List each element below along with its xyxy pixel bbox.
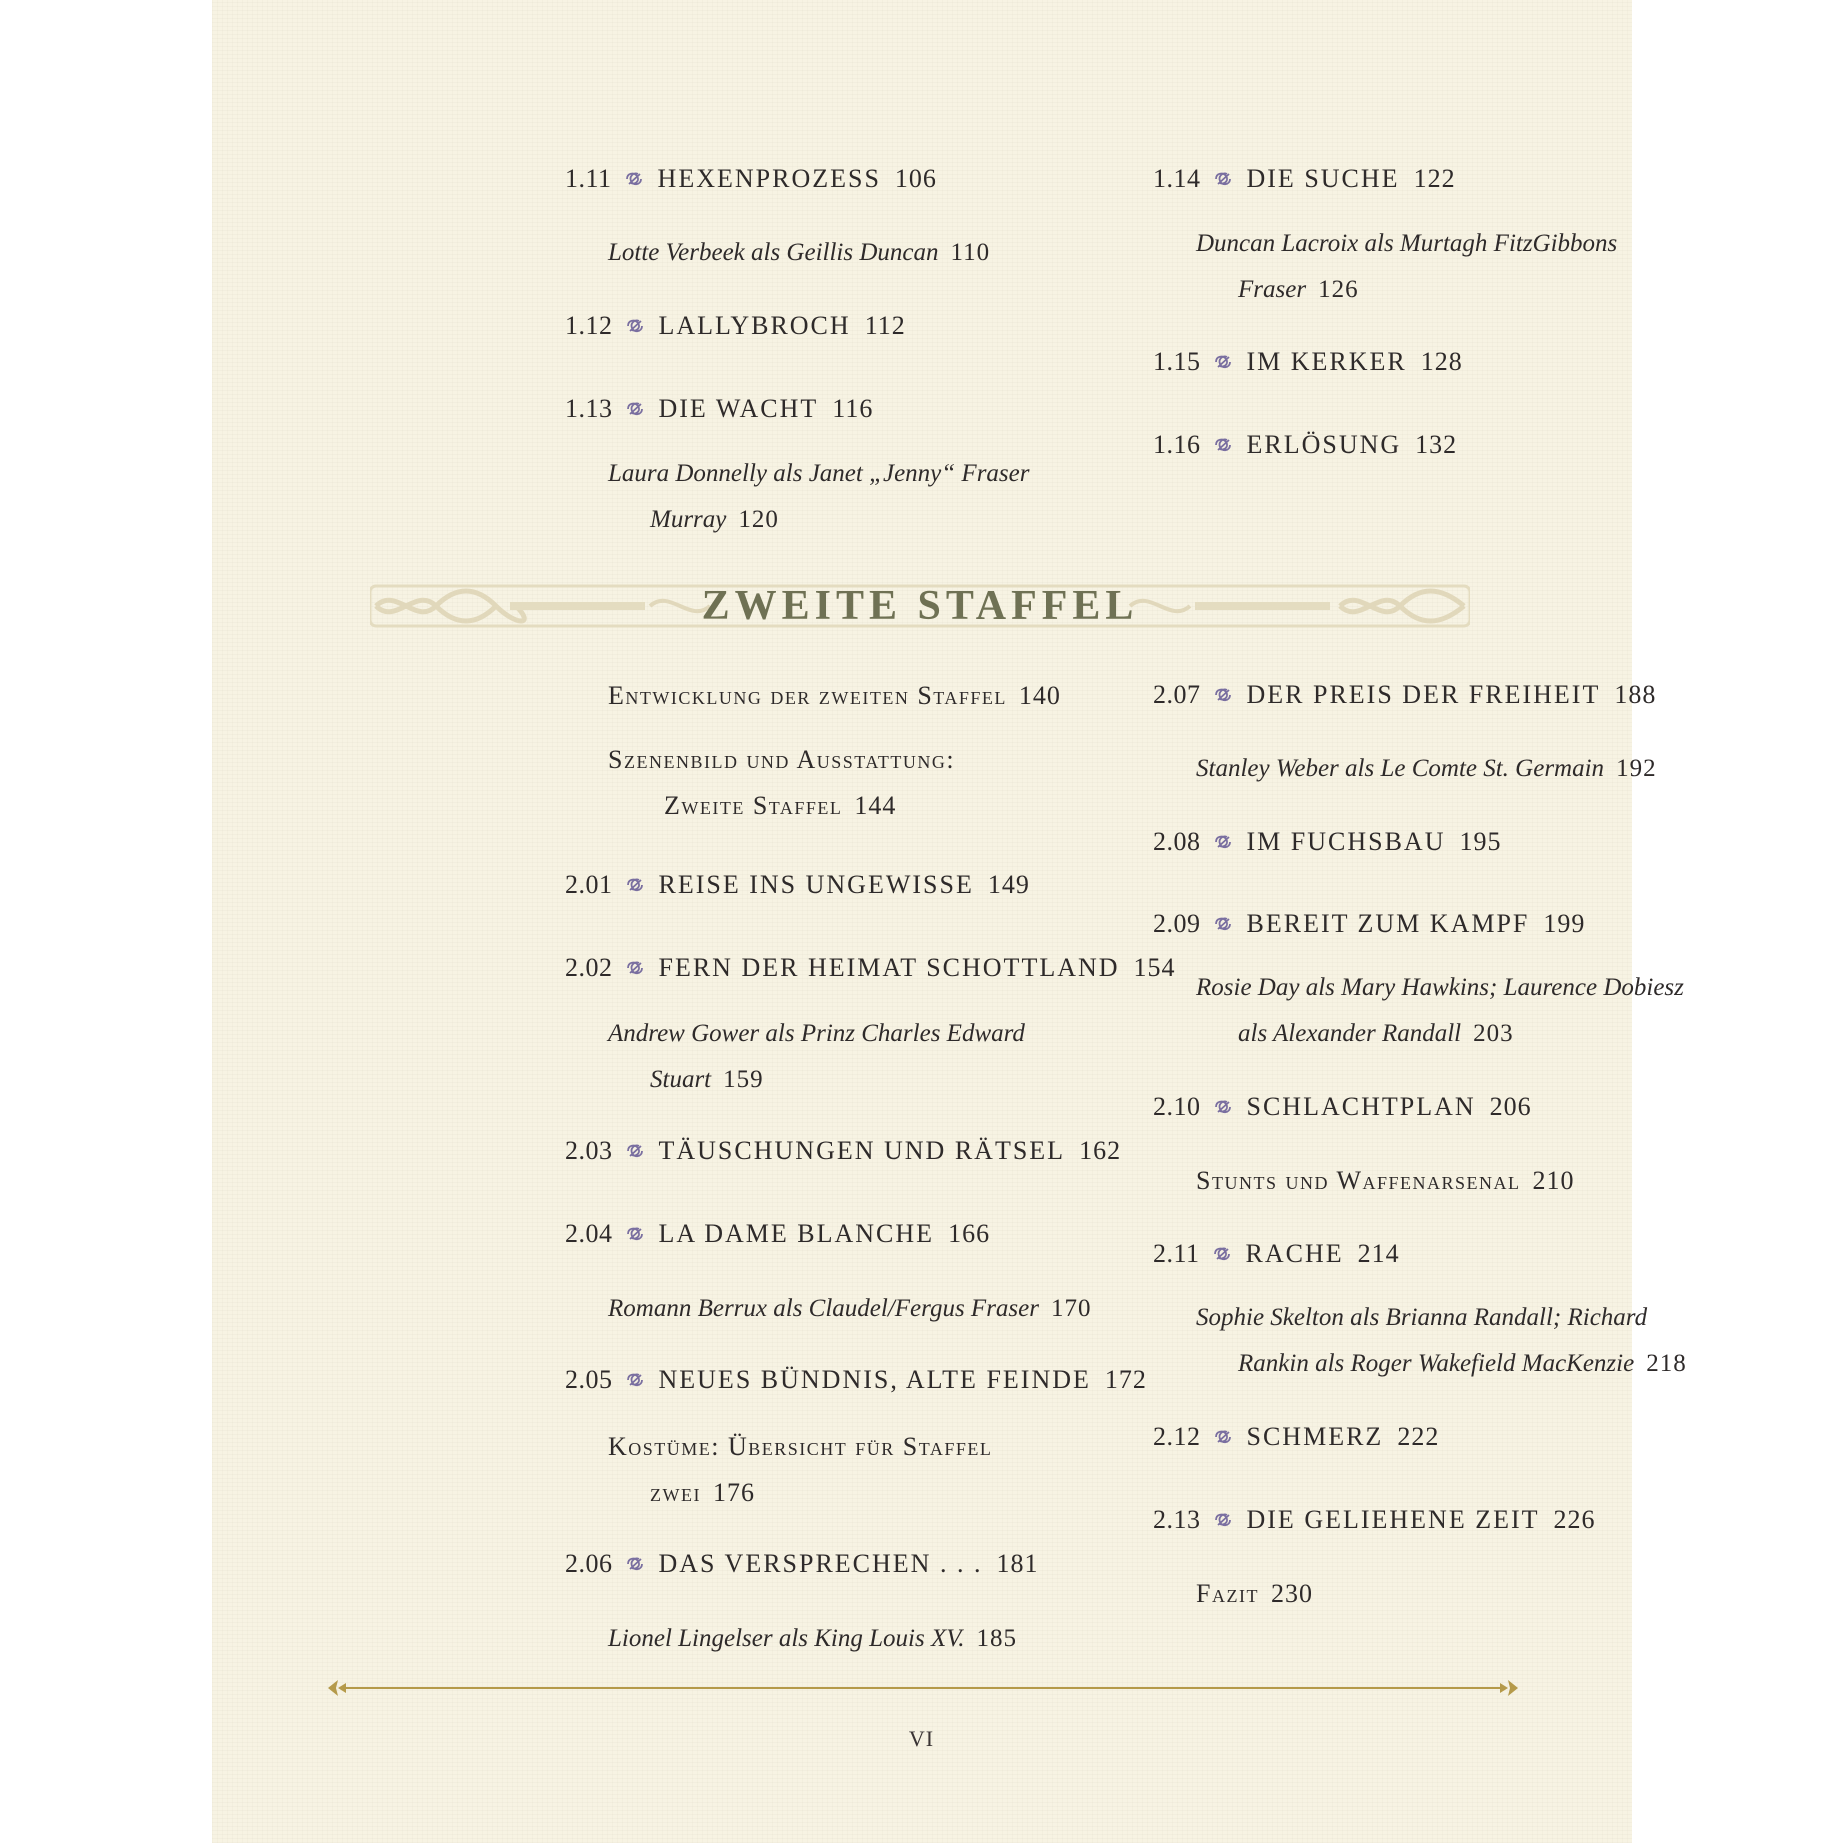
page-ref: 210 [1532,1166,1575,1195]
episode-title: FERN DER HEIMAT SCHOTTLAND [658,953,1120,982]
episode-title: DIE SUCHE [1246,164,1400,193]
celtic-knot-icon [625,400,645,418]
page-ref: 116 [832,394,874,423]
toc-cast-st-germain[interactable] [1196,746,1657,792]
page-ref: 181 [996,1549,1039,1578]
page-ref: 162 [1079,1136,1122,1165]
celtic-knot-icon [625,1555,645,1573]
cast-line-1: Rosie Day als Mary Hawkins; Laurence Dobiesz [1196,974,1684,1001]
episode-number: 2.08 [1153,827,1201,856]
page-ref: 226 [1553,1505,1596,1534]
cast-line-2: Stuart [650,1066,712,1093]
cast-text: Lionel Lingelser als King Louis XV. [608,1625,965,1652]
episode-number: 1.13 [565,394,613,423]
book-page [212,0,1687,1843]
episode-title: DAS VERSPRECHEN . . . [658,1549,983,1578]
page-ref: 172 [1104,1365,1147,1394]
section-text: Entwicklung der zweiten Staffel [608,681,1007,710]
episode-number: 2.13 [1153,1505,1201,1534]
celtic-knot-icon [625,1225,645,1243]
cast-line-2: Fraser [1238,276,1307,303]
toc-episode-1-13[interactable] [565,394,873,424]
cast-line-2: Rankin als Roger Wakefield MacKenzie [1238,1350,1635,1377]
episode-number: 2.06 [565,1549,613,1578]
page-ref: 176 [712,1478,755,1507]
section-line-2: Zweite Staffel [664,791,843,820]
section-text: Fazit [1196,1579,1259,1608]
page-ref: 106 [894,164,937,193]
episode-title: HEXENPROZESS [657,164,881,193]
page-ref: 166 [948,1219,991,1248]
celtic-knot-icon [625,1371,645,1389]
toc-episode-1-14[interactable] [1153,164,1456,194]
section-line-2: zwei [650,1478,701,1507]
celtic-knot-icon [1213,1098,1233,1116]
episode-number: 2.02 [565,953,613,982]
episode-number: 2.03 [565,1136,613,1165]
toc-episode-1-15[interactable] [1153,347,1463,377]
episode-number: 2.01 [565,870,613,899]
celtic-knot-icon [625,1142,645,1160]
episode-title: IM KERKER [1246,347,1407,376]
episode-number: 2.05 [565,1365,613,1394]
toc-section-fazit[interactable] [1196,1571,1313,1617]
page-ref: 218 [1646,1350,1687,1377]
toc-episode-2-13[interactable] [1153,1505,1596,1535]
episode-title: DIE WACHT [658,394,819,423]
celtic-knot-icon [625,959,645,977]
toc-section-production-design[interactable] [608,737,955,829]
episode-title: IM FUCHSBAU [1246,827,1446,856]
page-ref: 154 [1133,953,1176,982]
page-ref: 132 [1415,430,1458,459]
cast-line-1: Duncan Lacroix als Murtagh FitzGibbons [1196,230,1618,257]
page-ref: 159 [723,1066,764,1093]
page-ref: 122 [1413,164,1456,193]
celtic-knot-icon [1212,1245,1232,1263]
toc-cast-louis[interactable] [608,1616,1017,1662]
page-ref: 206 [1489,1092,1532,1121]
toc-episode-2-10[interactable] [1153,1092,1532,1122]
toc-section-costumes[interactable] [608,1424,992,1516]
episode-title: ERLÖSUNG [1246,430,1402,459]
page-ref: 203 [1473,1020,1514,1047]
celtic-knot-icon [624,170,644,188]
page-ref: 195 [1459,827,1502,856]
toc-cast-geillis[interactable] [608,230,990,276]
toc-cast-jenny[interactable] [608,451,1029,543]
page-ref: 128 [1420,347,1463,376]
episode-number: 2.11 [1153,1239,1200,1268]
toc-episode-2-08[interactable] [1153,827,1502,857]
episode-title: NEUES BÜNDNIS, ALTE FEINDE [658,1365,1091,1394]
episode-title: DER PREIS DER FREIHEIT [1246,680,1601,709]
toc-episode-2-03[interactable] [565,1136,1121,1166]
cast-text: Romann Berrux als Claudel/Fergus Fraser [608,1295,1039,1322]
toc-episode-2-07[interactable] [1153,680,1656,710]
toc-episode-2-02[interactable] [565,953,1176,983]
toc-cast-brianna-roger[interactable] [1196,1295,1687,1387]
celtic-knot-icon [1213,1428,1233,1446]
cast-line-2: Murray [650,506,727,533]
episode-title: BEREIT ZUM KAMPF [1246,909,1530,938]
episode-title: REISE INS UNGEWISSE [658,870,974,899]
episode-number: 1.11 [565,164,612,193]
cast-line-1: Laura Donnelly als Janet „Jenny“ Fraser [608,460,1030,487]
season-banner [370,580,1470,632]
episode-title: TÄUSCHUNGEN UND RÄTSEL [658,1136,1066,1165]
footer-ornament-rule [326,1676,1520,1700]
page-ref: 110 [950,239,991,266]
page-number: VI [908,1726,935,1751]
page-ref: 188 [1614,680,1657,709]
page-ref: 230 [1270,1579,1313,1608]
episode-title: RACHE [1245,1239,1344,1268]
section-text: Stunts und Waffenarsenal [1196,1166,1521,1195]
section-line-1: Szenenbild und Ausstattung: [608,745,956,774]
celtic-knot-icon [625,317,645,335]
episode-number: 1.15 [1153,347,1201,376]
toc-episode-1-16[interactable] [1153,430,1457,460]
page-ref: 185 [976,1625,1018,1652]
celtic-knot-icon [1213,915,1233,933]
toc-episode-2-04[interactable] [565,1219,990,1249]
section-line-1: Kostüme: Übersicht für Staffel [608,1432,993,1461]
toc-episode-1-12[interactable] [565,311,906,341]
celtic-knot-icon [1213,170,1233,188]
episode-title: DIE GELIEHENE ZEIT [1246,1505,1540,1534]
episode-number: 1.14 [1153,164,1201,193]
cast-line-1: Andrew Gower als Prinz Charles Edward [608,1020,1025,1047]
page-ref: 170 [1050,1295,1092,1322]
toc-episode-1-11[interactable] [565,164,937,194]
page-ref: 112 [864,311,906,340]
toc-episode-2-05[interactable] [565,1365,1147,1395]
page-ref: 149 [987,870,1030,899]
episode-title: LA DAME BLANCHE [658,1219,935,1248]
page-ref: 144 [854,791,897,820]
page-ref: 140 [1018,681,1061,710]
page-ref: 199 [1543,909,1586,938]
toc-episode-2-06[interactable] [565,1549,1038,1579]
episode-number: 1.12 [565,311,613,340]
toc-cast-hawkins-randall[interactable] [1196,965,1684,1057]
toc-cast-charles-stuart[interactable] [608,1011,1025,1103]
page-ref: 192 [1616,755,1657,782]
episode-number: 2.04 [565,1219,613,1248]
page-ref: 120 [738,506,779,533]
page-ref: 222 [1397,1422,1440,1451]
episode-number: 2.10 [1153,1092,1201,1121]
cast-text: Stanley Weber als Le Comte St. Germain [1196,755,1605,782]
episode-title: LALLYBROCH [658,311,851,340]
celtic-knot-icon [1213,436,1233,454]
cast-line-2: als Alexander Randall [1238,1020,1462,1047]
celtic-knot-icon [625,876,645,894]
celtic-knot-icon [1213,686,1233,704]
episode-number: 2.12 [1153,1422,1201,1451]
celtic-knot-icon [1213,833,1233,851]
cast-text: Lotte Verbeek als Geillis Duncan [608,239,939,266]
episode-number: 1.16 [1153,430,1201,459]
celtic-knot-icon [1213,1511,1233,1529]
toc-episode-2-12[interactable] [1153,1422,1439,1452]
toc-episode-2-11[interactable] [1153,1239,1400,1269]
episode-number: 2.07 [1153,680,1201,709]
toc-episode-2-01[interactable] [565,870,1030,900]
toc-section-development[interactable] [608,673,1061,719]
cast-line-1: Sophie Skelton als Brianna Randall; Richard [1196,1304,1648,1331]
toc-section-stunts[interactable] [1196,1158,1575,1204]
toc-cast-murtagh[interactable] [1196,221,1617,313]
episode-title: SCHMERZ [1246,1422,1384,1451]
toc-episode-2-09[interactable] [1153,909,1585,939]
page-ref: 126 [1318,276,1359,303]
page-ref: 214 [1357,1239,1400,1268]
toc-cast-fergus[interactable] [608,1286,1091,1332]
episode-title: SCHLACHTPLAN [1246,1092,1476,1121]
season-title: ZWEITE STAFFEL [701,583,1139,629]
episode-number: 2.09 [1153,909,1201,938]
celtic-knot-icon [1213,353,1233,371]
